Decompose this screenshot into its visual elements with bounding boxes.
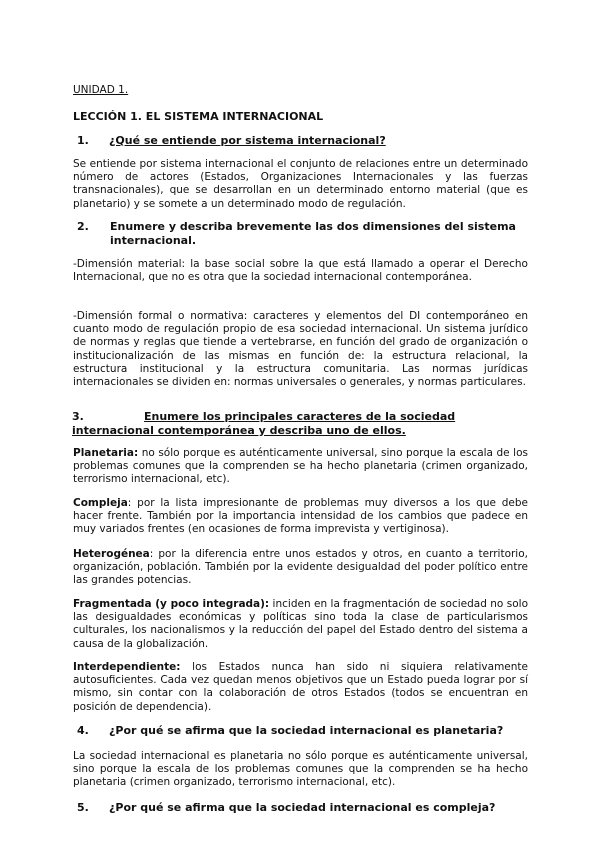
question-5-number: 5. — [77, 801, 89, 814]
question-4-number: 4. — [77, 724, 89, 737]
answer-2-material: -Dimensión material: la base social sobre la que está llamado a operar el Derecho Internacional, que no es otra que la sociedad internacional contemporánea. — [73, 258, 528, 284]
question-4 — [73, 724, 528, 738]
desc-interdependiente: los Estados nunca han sido ni siquiera relativamente autosuficientes. Cada vez quedan menos objetivos que un Estado pueda lograr por sí mismo, sin contar con la colaboración de otros Estados (todos se encuentran en posición de dependencia). — [73, 661, 528, 713]
question-2-text: Enumere y describa brevemente las dos dimensiones del sistema internacional. — [110, 220, 516, 247]
answer-2-formal: -Dimensión formal o normativa: caracteres y elementos del DI contemporáneo en cuanto modo de regulación propio de esa sociedad internacional. Un sistema jurídico de normas y reglas que tiende a vertebrarse, en función del grado de organización o institucionalización de las mismas en función de: la estructura relacional, la estructura institucional y la estructura comunitaria. Las normas jurídicas internacionales se dividen en: normas universales o generales, y normas particulares. — [73, 310, 528, 389]
desc-planetaria: no sólo porque es auténticamente universal, sino porque la escala de los problemas comunes que la comprenden se ha hecho planetaria (crimen organizado, terrorismo internacional, etc). — [73, 447, 528, 486]
character-compleja — [73, 497, 528, 537]
question-4-text: ¿Por qué se afirma que la sociedad internacional es planetaria? — [109, 724, 504, 737]
question-3-number: 3. — [72, 410, 84, 423]
term-interdependiente: Interdependiente: — [73, 661, 181, 673]
question-1-text: ¿Qué se entiende por sistema internacional? — [109, 134, 386, 147]
term-fragmentada: Fragmentada (y poco integrada): — [73, 598, 270, 610]
answer-1: Se entiende por sistema internacional el conjunto de relaciones entre un determinado número de actores (Estados, Organizaciones Internacionales y las fuerzas transnacionales), que se desarrollan en un determinado entorno material (que es planetario) y se somete a un determinado modo de regulación. — [73, 158, 528, 210]
lesson-title: LECCIÓN 1. EL SISTEMA INTERNACIONAL — [73, 110, 324, 123]
character-interdependiente — [73, 661, 528, 714]
character-heterogenea — [73, 548, 528, 588]
desc-fragmentada: inciden en la fragmentación de sociedad no solo las desigualdades económicas y políticas sino toda la clase de particularismos culturales, los nacionalismos y la reducción del papel del Estado dentro del sistema a causa de la globalización. — [73, 598, 528, 650]
question-2-number: 2. — [77, 220, 89, 233]
question-1 — [73, 134, 528, 148]
question-5 — [73, 801, 528, 815]
question-5-text: ¿Por qué se afirma que la sociedad internacional es compleja? — [109, 801, 496, 814]
desc-compleja: : por la lista impresionante de problemas muy diversos a los que debe hacer frente. También por la importancia intensidad de los cambios que padece en muy variados frentes (en ocasiones de forma imprevista y vertiginosa). — [73, 497, 528, 536]
unit-heading: UNIDAD 1. — [73, 84, 129, 96]
term-planetaria: Planetaria: — [73, 447, 139, 459]
question-1-number: 1. — [77, 134, 89, 147]
character-planetaria — [73, 447, 528, 487]
desc-heterogenea: : por la diferencia entre unos estados y otros, en cuanto a territorio, organización, población. También por la evidente desigualdad del poder político entre las grandes potencias. — [73, 548, 528, 587]
term-heterogenea: Heterogénea — [73, 548, 150, 560]
question-2 — [73, 220, 528, 248]
question-3 — [72, 410, 527, 438]
character-fragmentada — [73, 598, 528, 651]
term-compleja: Compleja — [73, 497, 128, 509]
question-3-text: Enumere los principales caracteres de la sociedad internacional contemporánea y describa uno de ellos. — [72, 410, 456, 437]
answer-4: La sociedad internacional es planetaria no sólo porque es auténticamente universal, sino porque la escala de los problemas comunes que la comprenden se ha hecho planetaria (crimen organizado, terrorismo internacional, etc). — [73, 750, 528, 789]
